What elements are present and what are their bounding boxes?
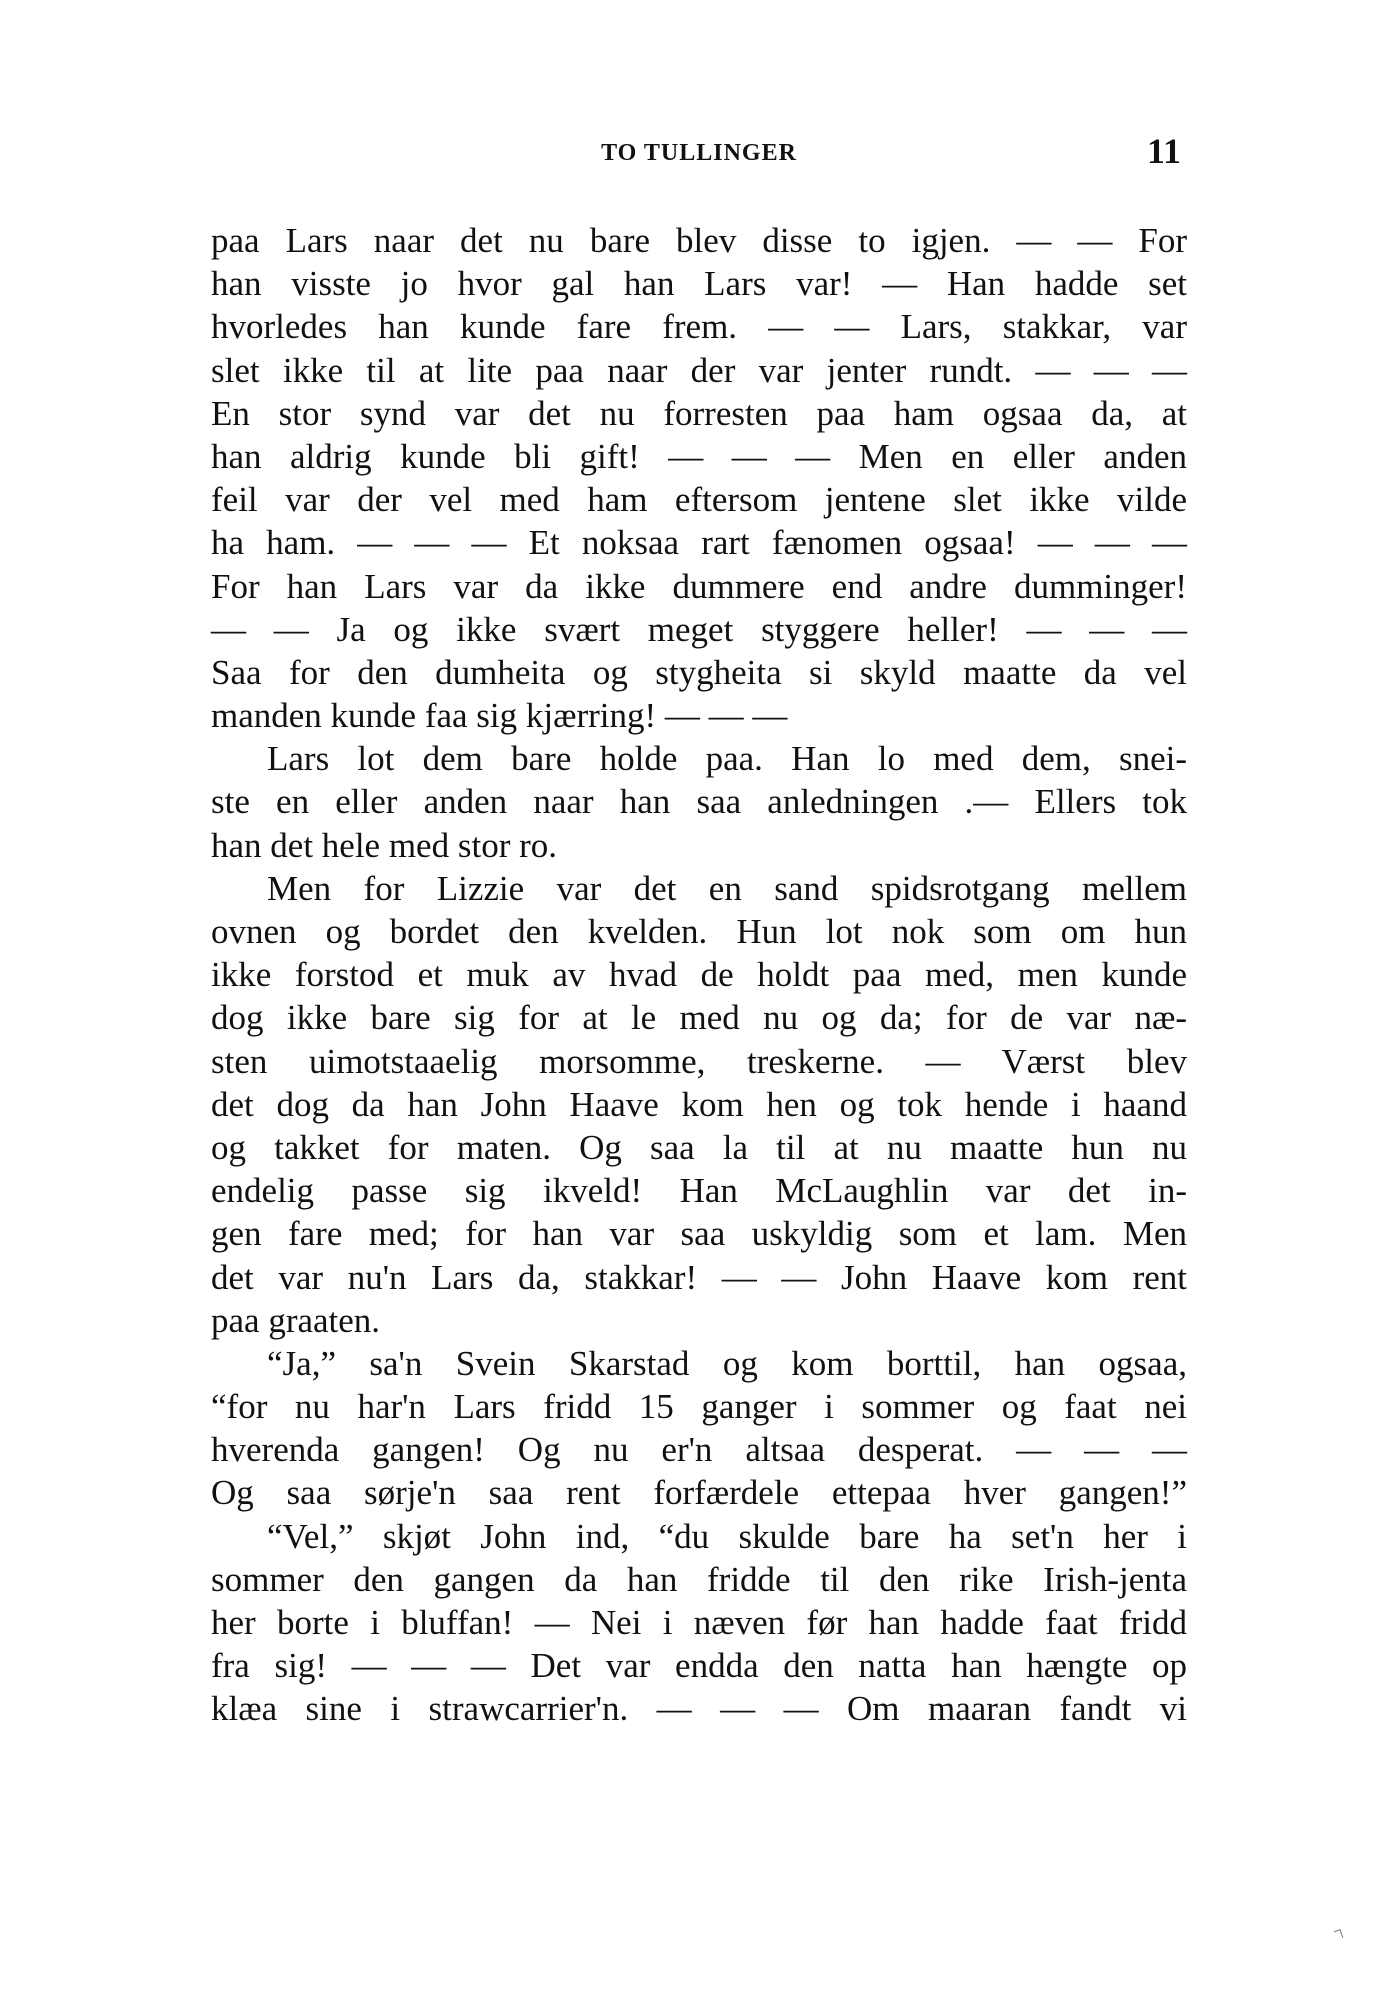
text-line: — — Ja og ikke svært meget styggere heller! — — — bbox=[211, 609, 1187, 649]
text-line: dog ikke bare sig for at le med nu og da; for de var næ- bbox=[211, 998, 1187, 1038]
text-line: slet ikke til at lite paa naar der var jenter rundt. — — — bbox=[211, 350, 1187, 390]
body-text bbox=[211, 219, 1187, 1731]
text-line: hvorledes han kunde fare frem. — — Lars, stakkar, var bbox=[211, 307, 1187, 347]
text-line: han aldrig kunde bli gift! — — — Men en eller anden bbox=[211, 436, 1187, 476]
text-line: Og saa sørje'n saa rent forfærdele ettepaa hver gangen!” bbox=[211, 1473, 1187, 1513]
text-line: han visste jo hvor gal han Lars var! — Han hadde set bbox=[211, 264, 1187, 304]
margin-mark bbox=[1334, 1929, 1344, 1940]
text-line: “Vel,” skjøt John ind, “du skulde bare ha set'n her i bbox=[267, 1516, 1187, 1556]
text-line: manden kunde faa sig kjærring! — — — bbox=[211, 696, 788, 736]
text-line: Lars lot dem bare holde paa. Han lo med dem, snei- bbox=[267, 739, 1187, 779]
text-line: sten uimotstaaelig morsomme, treskerne. — Værst blev bbox=[211, 1041, 1187, 1081]
text-line: og takket for maten. Og saa la til at nu maatte hun nu bbox=[211, 1127, 1187, 1167]
text-line: ste en eller anden naar han saa anledningen .— Ellers tok bbox=[211, 782, 1187, 822]
text-line: her borte i bluffan! — Nei i næven før han hadde faat fridd bbox=[211, 1603, 1187, 1642]
text-line: feil var der vel med ham eftersom jentene slet ikke vilde bbox=[211, 480, 1187, 520]
text-line: ha ham. — — — Et noksaa rart fænomen ogsaa! — — — bbox=[211, 523, 1187, 563]
text-line: ikke forstod et muk av hvad de holdt paa med, men kunde bbox=[211, 955, 1187, 995]
text-line: fra sig! — — — Det var endda den natta han hængte op bbox=[211, 1646, 1187, 1686]
text-line: “for nu har'n Lars fridd 15 ganger i sommer og faat nei bbox=[211, 1387, 1187, 1427]
text-line: Saa for den dumheita og stygheita si skyld maatte da vel bbox=[211, 652, 1187, 692]
page-number: 11 bbox=[1146, 131, 1181, 171]
text-line: det dog da han John Haave kom hen og tok hende i haand bbox=[211, 1084, 1187, 1124]
text-line: En stor synd var det nu forresten paa ham ogsaa da, at bbox=[211, 393, 1187, 433]
text-line: klæa sine i strawcarrier'n. — — — Om maaran fandt vi bbox=[211, 1689, 1187, 1729]
text-line: sommer den gangen da han fridde til den rike Irish-jenta bbox=[211, 1559, 1187, 1599]
text-line: han det hele med stor ro. bbox=[211, 825, 558, 865]
text-line: paa Lars naar det nu bare blev disse to igjen. — — For bbox=[211, 221, 1187, 260]
text-line: “Ja,” sa'n Svein Skarstad og kom borttil, han ogsaa, bbox=[267, 1343, 1187, 1383]
text-line: paa graaten. bbox=[211, 1300, 381, 1340]
text-line: det var nu'n Lars da, stakkar! — — John Haave kom rent bbox=[211, 1257, 1187, 1297]
text-line: For han Lars var da ikke dummere end andre dumminger! bbox=[211, 566, 1187, 606]
text-line: hverenda gangen! Og nu er'n altsaa desperat. — — — bbox=[211, 1430, 1187, 1470]
text-line: Men for Lizzie var det en sand spidsrotgang mellem bbox=[267, 868, 1187, 908]
text-line: gen fare med; for han var saa uskyldig som et lam. Men bbox=[211, 1214, 1187, 1254]
page-header bbox=[211, 130, 1187, 180]
running-title: TO TULLINGER bbox=[601, 140, 797, 166]
text-line: endelig passe sig ikveld! Han McLaughlin var det in- bbox=[211, 1171, 1187, 1211]
text-line: ovnen og bordet den kvelden. Hun lot nok som om hun bbox=[211, 912, 1187, 951]
